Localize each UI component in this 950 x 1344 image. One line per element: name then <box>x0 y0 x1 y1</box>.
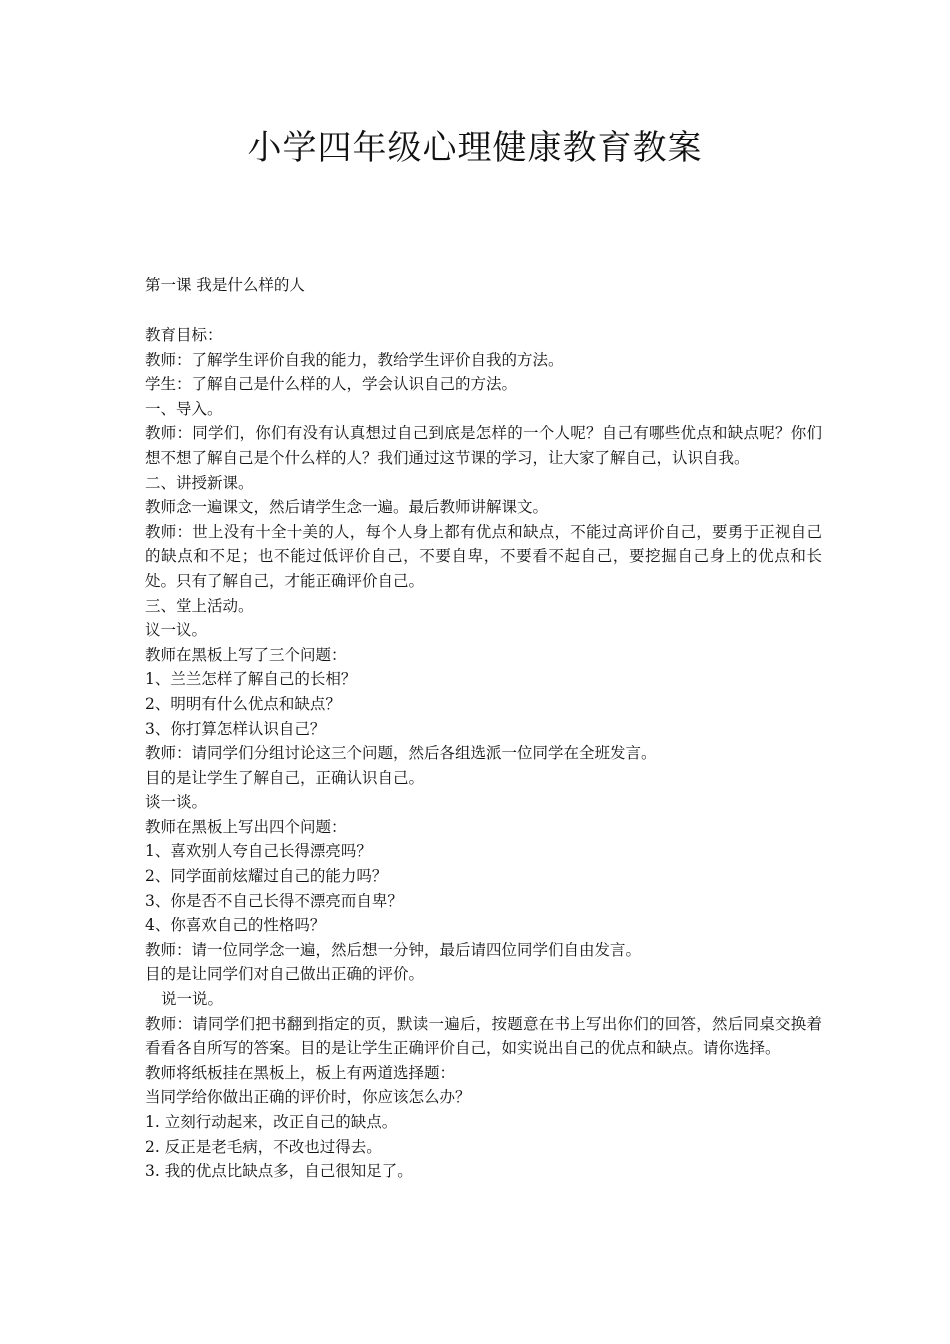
activity-heading: 议一议。 <box>145 621 208 640</box>
paragraph: 教师：世上没有十全十美的人，每个人身上都有优点和缺点，不能过高评价自己，要勇于正视自己的缺点和不足；也不能过低评价自己，不要自卑，不要看不起自己，要挖掘自己身上的优点和长处。只有了解自己，才能正确评价自己。 <box>145 522 822 590</box>
activity-heading: 谈一谈。 <box>145 793 208 812</box>
list-item: 1、兰兰怎样了解自己的长相？ <box>145 670 357 689</box>
lesson-title: 第一课 我是什么样的人 <box>145 276 305 294</box>
paragraph: 当同学给你做出正确的评价时，你应该怎么办？ <box>145 1088 471 1107</box>
document-title: 小学四年级心理健康教育教案 <box>247 128 703 168</box>
paragraph: 教师：同学们，你们有没有认真想过自己到底是怎样的一个人呢？自己有哪些优点和缺点呢？你们想不想了解自己是个什么样的人？我们通过这节课的学习，让大家了解自己，认识自我。 <box>145 424 822 467</box>
list-item: 2、明明有什么优点和缺点？ <box>145 694 341 713</box>
list-item: 1. 立刻行动起来，改正自己的缺点。 <box>145 1113 398 1131</box>
section-heading: 一、导入。 <box>145 399 223 418</box>
paragraph: 教师：请同学们分组讨论这三个问题，然后各组选派一位同学在全班发言。 <box>145 744 657 763</box>
paragraph: 教师念一遍课文，然后请学生念一遍。最后教师讲解课文。 <box>145 498 549 517</box>
paragraph: 教师：请同学们把书翻到指定的页，默读一遍后，按题意在书上写出你们的回答，然后同桌交换着看看各自所写的答案。目的是让学生正确评价自己，如实说出自己的优点和缺点。请你选择。 <box>145 1014 822 1058</box>
list-item: 3、你是否不自己长得不漂亮而自卑？ <box>145 891 403 910</box>
paragraph: 教师在黑板上写出四个问题： <box>145 817 347 836</box>
list-item: 2. 反正是老毛病，不改也过得去。 <box>145 1137 382 1156</box>
list-item: 3、你打算怎样认识自己？ <box>145 719 326 738</box>
section-heading: 二、讲授新课。 <box>145 473 254 492</box>
list-item: 3. 我的优点比缺点多，自己很知足了。 <box>145 1162 413 1181</box>
paragraph: 学生：了解自己是什么样的人，学会认识自己的方法。 <box>145 375 518 394</box>
paragraph: 教师在黑板上写了三个问题： <box>145 645 347 664</box>
activity-heading: 说一说。 <box>161 990 224 1009</box>
paragraph: 教师：请一位同学念一遍，然后想一分钟，最后请四位同学们自由发言。 <box>145 940 642 959</box>
paragraph: 目的是让同学们对自己做出正确的评价。 <box>145 965 425 984</box>
list-item: 4、你喜欢自己的性格吗？ <box>145 916 326 935</box>
paragraph: 教师：了解学生评价自我的能力，教给学生评价自我的方法。 <box>145 350 564 369</box>
paragraph: 教师将纸板挂在黑板上，板上有两道选择题： <box>145 1063 456 1082</box>
paragraph: 教育目标： <box>145 326 223 344</box>
paragraph: 目的是让学生了解自己，正确认识自己。 <box>145 768 425 787</box>
list-item: 2、同学面前炫耀过自己的能力吗？ <box>145 867 388 886</box>
document-body <box>145 323 822 1184</box>
list-item: 1、喜欢别人夸自己长得漂亮吗？ <box>145 842 372 861</box>
section-heading: 三、堂上活动。 <box>145 596 254 615</box>
